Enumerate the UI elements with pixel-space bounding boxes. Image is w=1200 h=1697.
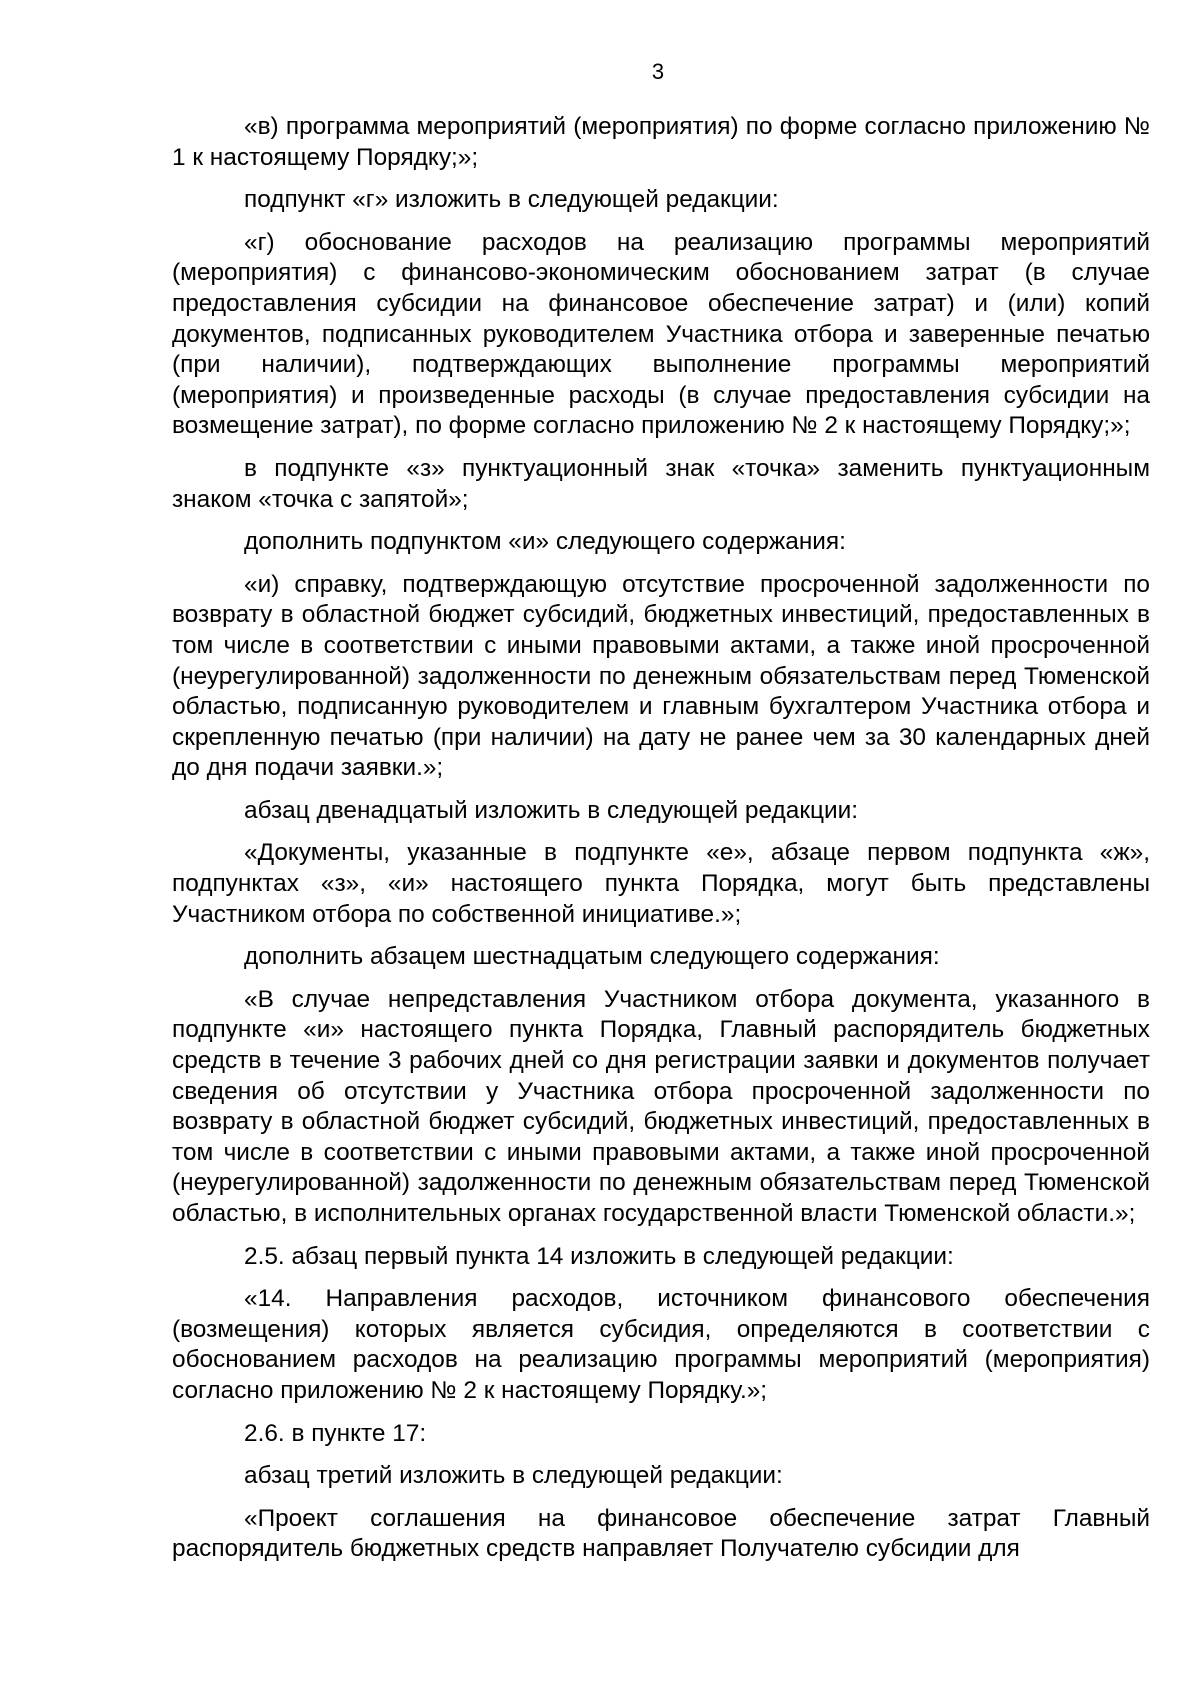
paragraph-item-g: «г) обоснование расходов на реализацию программы мероприятий (мероприятия) с финансово-экономическим обоснованием затрат (в случае предоставления субсидии на финансовое обеспечение затрат) и (или) копий документов, подписанных руководителем Участника отбора и заверенные печатью (при наличии), подтверждающих выполнение программы мероприятий (мероприятия) и произведенные расходы (в случае предоставления субсидии на возмещение затрат), по форме согласно приложению № 2 к настоящему Порядку;»; bbox=[172, 228, 1150, 440]
paragraph-2-5: 2.5. абзац первый пункта 14 изложить в следующей редакции: bbox=[244, 1242, 954, 1270]
paragraph-2-6: 2.6. в пункте 17: bbox=[244, 1419, 427, 1447]
paragraph-point-14-quote: «14. Направления расходов, источником финансового обеспечения (возмещения) которых является субсидия, определяются в соответствии с обоснованием расходов на реализацию программы мероприятий (мероприятия) согласно приложению № 2 к настоящему Порядку.»; bbox=[172, 1285, 1150, 1404]
paragraph-third-instruction: абзац третий изложить в следующей редакции: bbox=[244, 1462, 783, 1490]
paragraph-subpoint-z-instruction: в подпункте «з» пунктуационный знак «точка» заменить пунктуационным знаком «точка с запятой»; bbox=[172, 454, 1150, 513]
paragraph-subpoint-g-instruction: подпункт «г» изложить в следующей редакции: bbox=[244, 186, 779, 214]
paragraph-documents-quote: «Документы, указанные в подпункте «е», абзаце первом подпункта «ж», подпунктах «з», «и» настоящего пункта Порядка, могут быть представлены Участником отбора по собственной инициативе.»; bbox=[172, 839, 1150, 928]
paragraph-non-submission-quote: «В случае непредставления Участником отбора документа, указанного в подпункте «и» настоящего пункта Порядка, Главный распорядитель бюджетных средств в течение 3 рабочих дней со дня регистрации заявки и документов получает сведения об отсутствии у Участника отбора просроченной задолженности по возврату в областной бюджет субсидий, бюджетных инвестиций, предоставленных в том числе в соответствии с иными правовыми актами, а также иной просроченной (неурегулированной) задолженности по денежным обязательствам перед Тюменской областью, в исполнительных органах государственной власти Тюменской области.»; bbox=[172, 985, 1150, 1227]
paragraph-item-i: «и) справку, подтверждающую отсутствие просроченной задолженности по возврату в областной бюджет субсидий, бюджетных инвестиций, предоставленных в том числе в соответствии с иными правовыми актами, а также иной просроченной (неурегулированной) задолженности по денежным обязательствам перед Тюменской областью, подписанную руководителем и главным бухгалтером Участника отбора и скрепленную печатью (при наличии) на дату не ранее чем за 30 календарных дней до дня подачи заявки.»; bbox=[172, 570, 1150, 782]
paragraph-item-v: «в) программа мероприятий (мероприятия) по форме согласно приложению № 1 к настоящему Порядку;»; bbox=[172, 113, 1150, 171]
page-number: 3 bbox=[651, 59, 665, 84]
paragraph-agreement-quote: «Проект соглашения на финансовое обеспечение затрат Главный распорядитель бюджетных средств направляет Получателю субсидии для bbox=[172, 1504, 1150, 1563]
document-body bbox=[172, 112, 1150, 1577]
paragraph-twelfth-instruction: абзац двенадцатый изложить в следующей редакции: bbox=[244, 796, 858, 824]
paragraph-add-subpoint-i-instruction: дополнить подпунктом «и» следующего содержания: bbox=[244, 528, 846, 556]
paragraph-sixteenth-instruction: дополнить абзацем шестнадцатым следующего содержания: bbox=[244, 943, 940, 971]
